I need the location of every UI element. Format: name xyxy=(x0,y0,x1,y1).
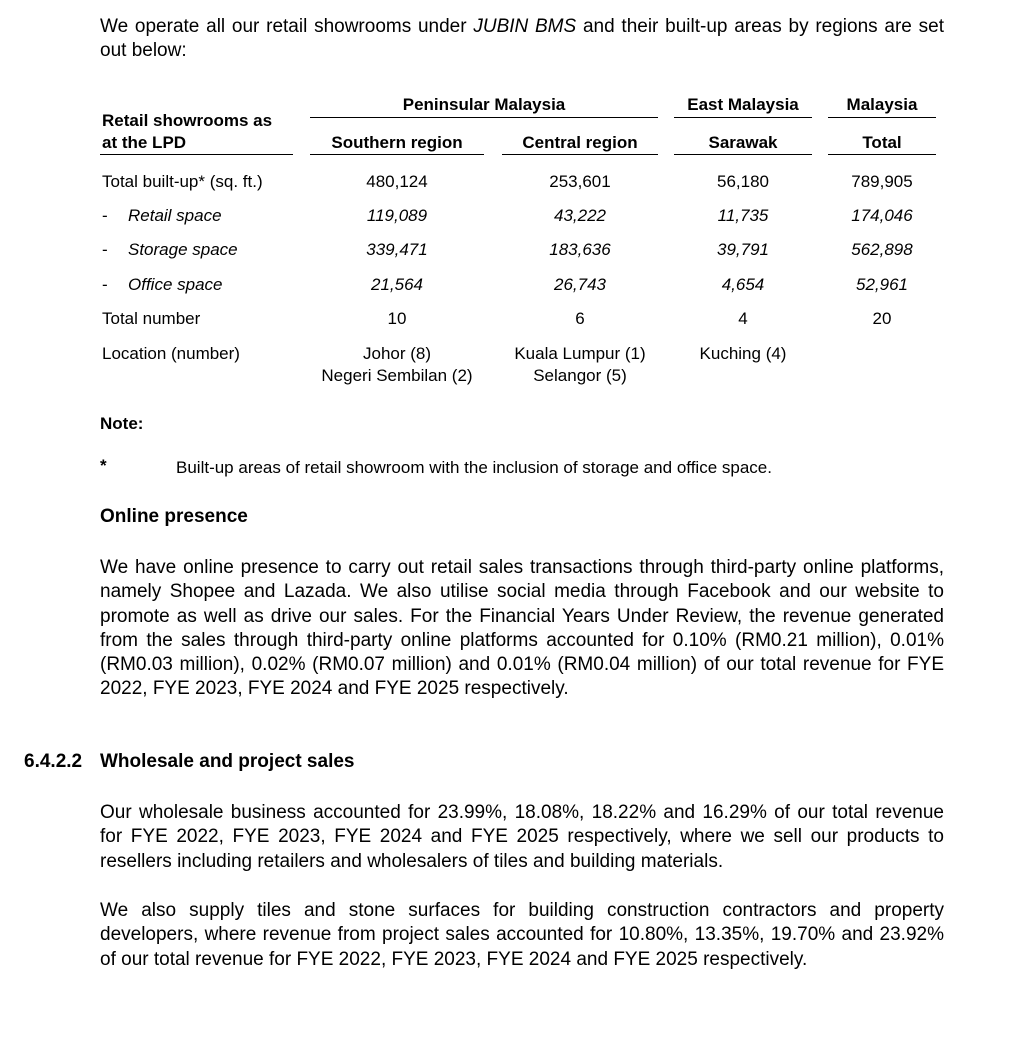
cell-total: 52,961 xyxy=(856,275,908,294)
note-text: Built-up areas of retail showroom with the inclusion of storage and office space. xyxy=(176,458,772,477)
brand-name: JUBIN BMS xyxy=(473,16,577,37)
cell-total: 562,898 xyxy=(851,240,913,259)
cell-total: 174,046 xyxy=(851,206,913,225)
row-label-location: Location (number) xyxy=(102,344,240,363)
cell-sarawak: 56,180 xyxy=(717,172,769,191)
intro-text-after: and their built-up areas by regions are set out below: xyxy=(100,16,944,62)
note-label: Note: xyxy=(100,414,144,433)
row-label-total-number: Total number xyxy=(102,309,201,328)
cell-central: 6 xyxy=(575,309,585,328)
row-header-line1: Retail showrooms as xyxy=(102,111,273,130)
location-central-2: Selangor (5) xyxy=(533,366,627,385)
cell-central: 43,222 xyxy=(554,206,606,225)
col-central-region: Central region xyxy=(522,133,638,152)
row-label-office-space: Office space xyxy=(128,275,223,294)
cell-southern: 10 xyxy=(387,309,407,328)
section-number: 6.4.2.2 xyxy=(24,751,83,772)
cell-central: 183,636 xyxy=(549,240,611,259)
cell-sarawak: 4,654 xyxy=(721,275,765,294)
cell-sarawak: 11,735 xyxy=(717,206,769,225)
location-southern-2: Negeri Sembilan (2) xyxy=(321,366,473,385)
row-label-total-built-up: Total built-up* (sq. ft.) xyxy=(102,172,263,191)
col-total: Total xyxy=(862,133,902,152)
group-malaysia-rule xyxy=(828,117,936,118)
cell-sarawak: 39,791 xyxy=(717,240,769,259)
row-header-rule xyxy=(100,154,293,155)
group-malaysia: Malaysia xyxy=(846,95,918,114)
cell-southern: 119,089 xyxy=(366,206,428,225)
row-label-storage-space: Storage space xyxy=(128,240,238,259)
col-sarawak: Sarawak xyxy=(708,133,778,152)
row-header-line2: at the LPD xyxy=(102,133,187,152)
cell-central: 26,743 xyxy=(554,275,606,294)
group-peninsular-rule xyxy=(310,117,658,118)
group-east-malaysia: East Malaysia xyxy=(687,95,799,114)
col-southern-region: Southern region xyxy=(331,133,463,152)
group-east-rule xyxy=(674,117,812,118)
wholesale-paragraph: Our wholesale business accounted for 23.99%, 18.08%, 18.22% and 16.29% of our total revenue for FYE 2022, FYE 2023, FYE 2024 and FYE 2025 respectively, where we sell our products to resellers including retailers and wholesalers of tiles and building materials. xyxy=(100,802,944,872)
location-sarawak-1: Kuching (4) xyxy=(699,344,787,363)
group-peninsular-malaysia: Peninsular Malaysia xyxy=(402,95,566,114)
col-total-rule xyxy=(828,154,936,155)
section-title: Wholesale and project sales xyxy=(100,751,355,772)
col-central-rule xyxy=(502,154,658,155)
showroom-table xyxy=(0,0,1030,400)
location-southern-1: Johor (8) xyxy=(362,344,432,363)
cell-total: 20 xyxy=(872,309,892,328)
intro-text-before: We operate all our retail showrooms under xyxy=(100,16,474,37)
row-dash: - xyxy=(102,240,108,259)
cell-southern: 480,124 xyxy=(366,172,428,191)
online-presence-paragraph: We have online presence to carry out retail sales transactions through third-party online platforms, namely Shopee and Lazada. We also utilise social media through Facebook and our website to promote as well as drive our sales. For the Financial Years Under Review, the revenue generated from the sales through third-party online platforms accounted for 0.10% (RM0.21 million), 0.01% (RM0.03 million), 0.02% (RM0.07 million) and 0.01% (RM0.04 million) of our total revenue for FYE 2022, FYE 2023, FYE 2024 and FYE 2025 respectively. xyxy=(100,557,944,700)
cell-sarawak: 4 xyxy=(738,309,748,328)
cell-central: 253,601 xyxy=(549,172,611,191)
cell-southern: 21,564 xyxy=(371,275,423,294)
project-sales-paragraph: We also supply tiles and stone surfaces for building construction contractors and property developers, where revenue from project sales accounted for 10.80%, 13.35%, 19.70% and 23.92% of our total revenue for FYE 2022, FYE 2023, FYE 2024 and FYE 2025 respectively. xyxy=(100,900,944,970)
row-dash: - xyxy=(102,275,108,294)
cell-southern: 339,471 xyxy=(366,240,428,259)
note-marker: * xyxy=(100,456,107,475)
cell-total: 789,905 xyxy=(851,172,913,191)
online-presence-heading: Online presence xyxy=(100,506,248,527)
location-central-1: Kuala Lumpur (1) xyxy=(514,344,646,363)
col-sarawak-rule xyxy=(674,154,812,155)
col-southern-rule xyxy=(310,154,484,155)
row-label-retail-space: Retail space xyxy=(128,206,222,225)
row-dash: - xyxy=(102,206,108,225)
